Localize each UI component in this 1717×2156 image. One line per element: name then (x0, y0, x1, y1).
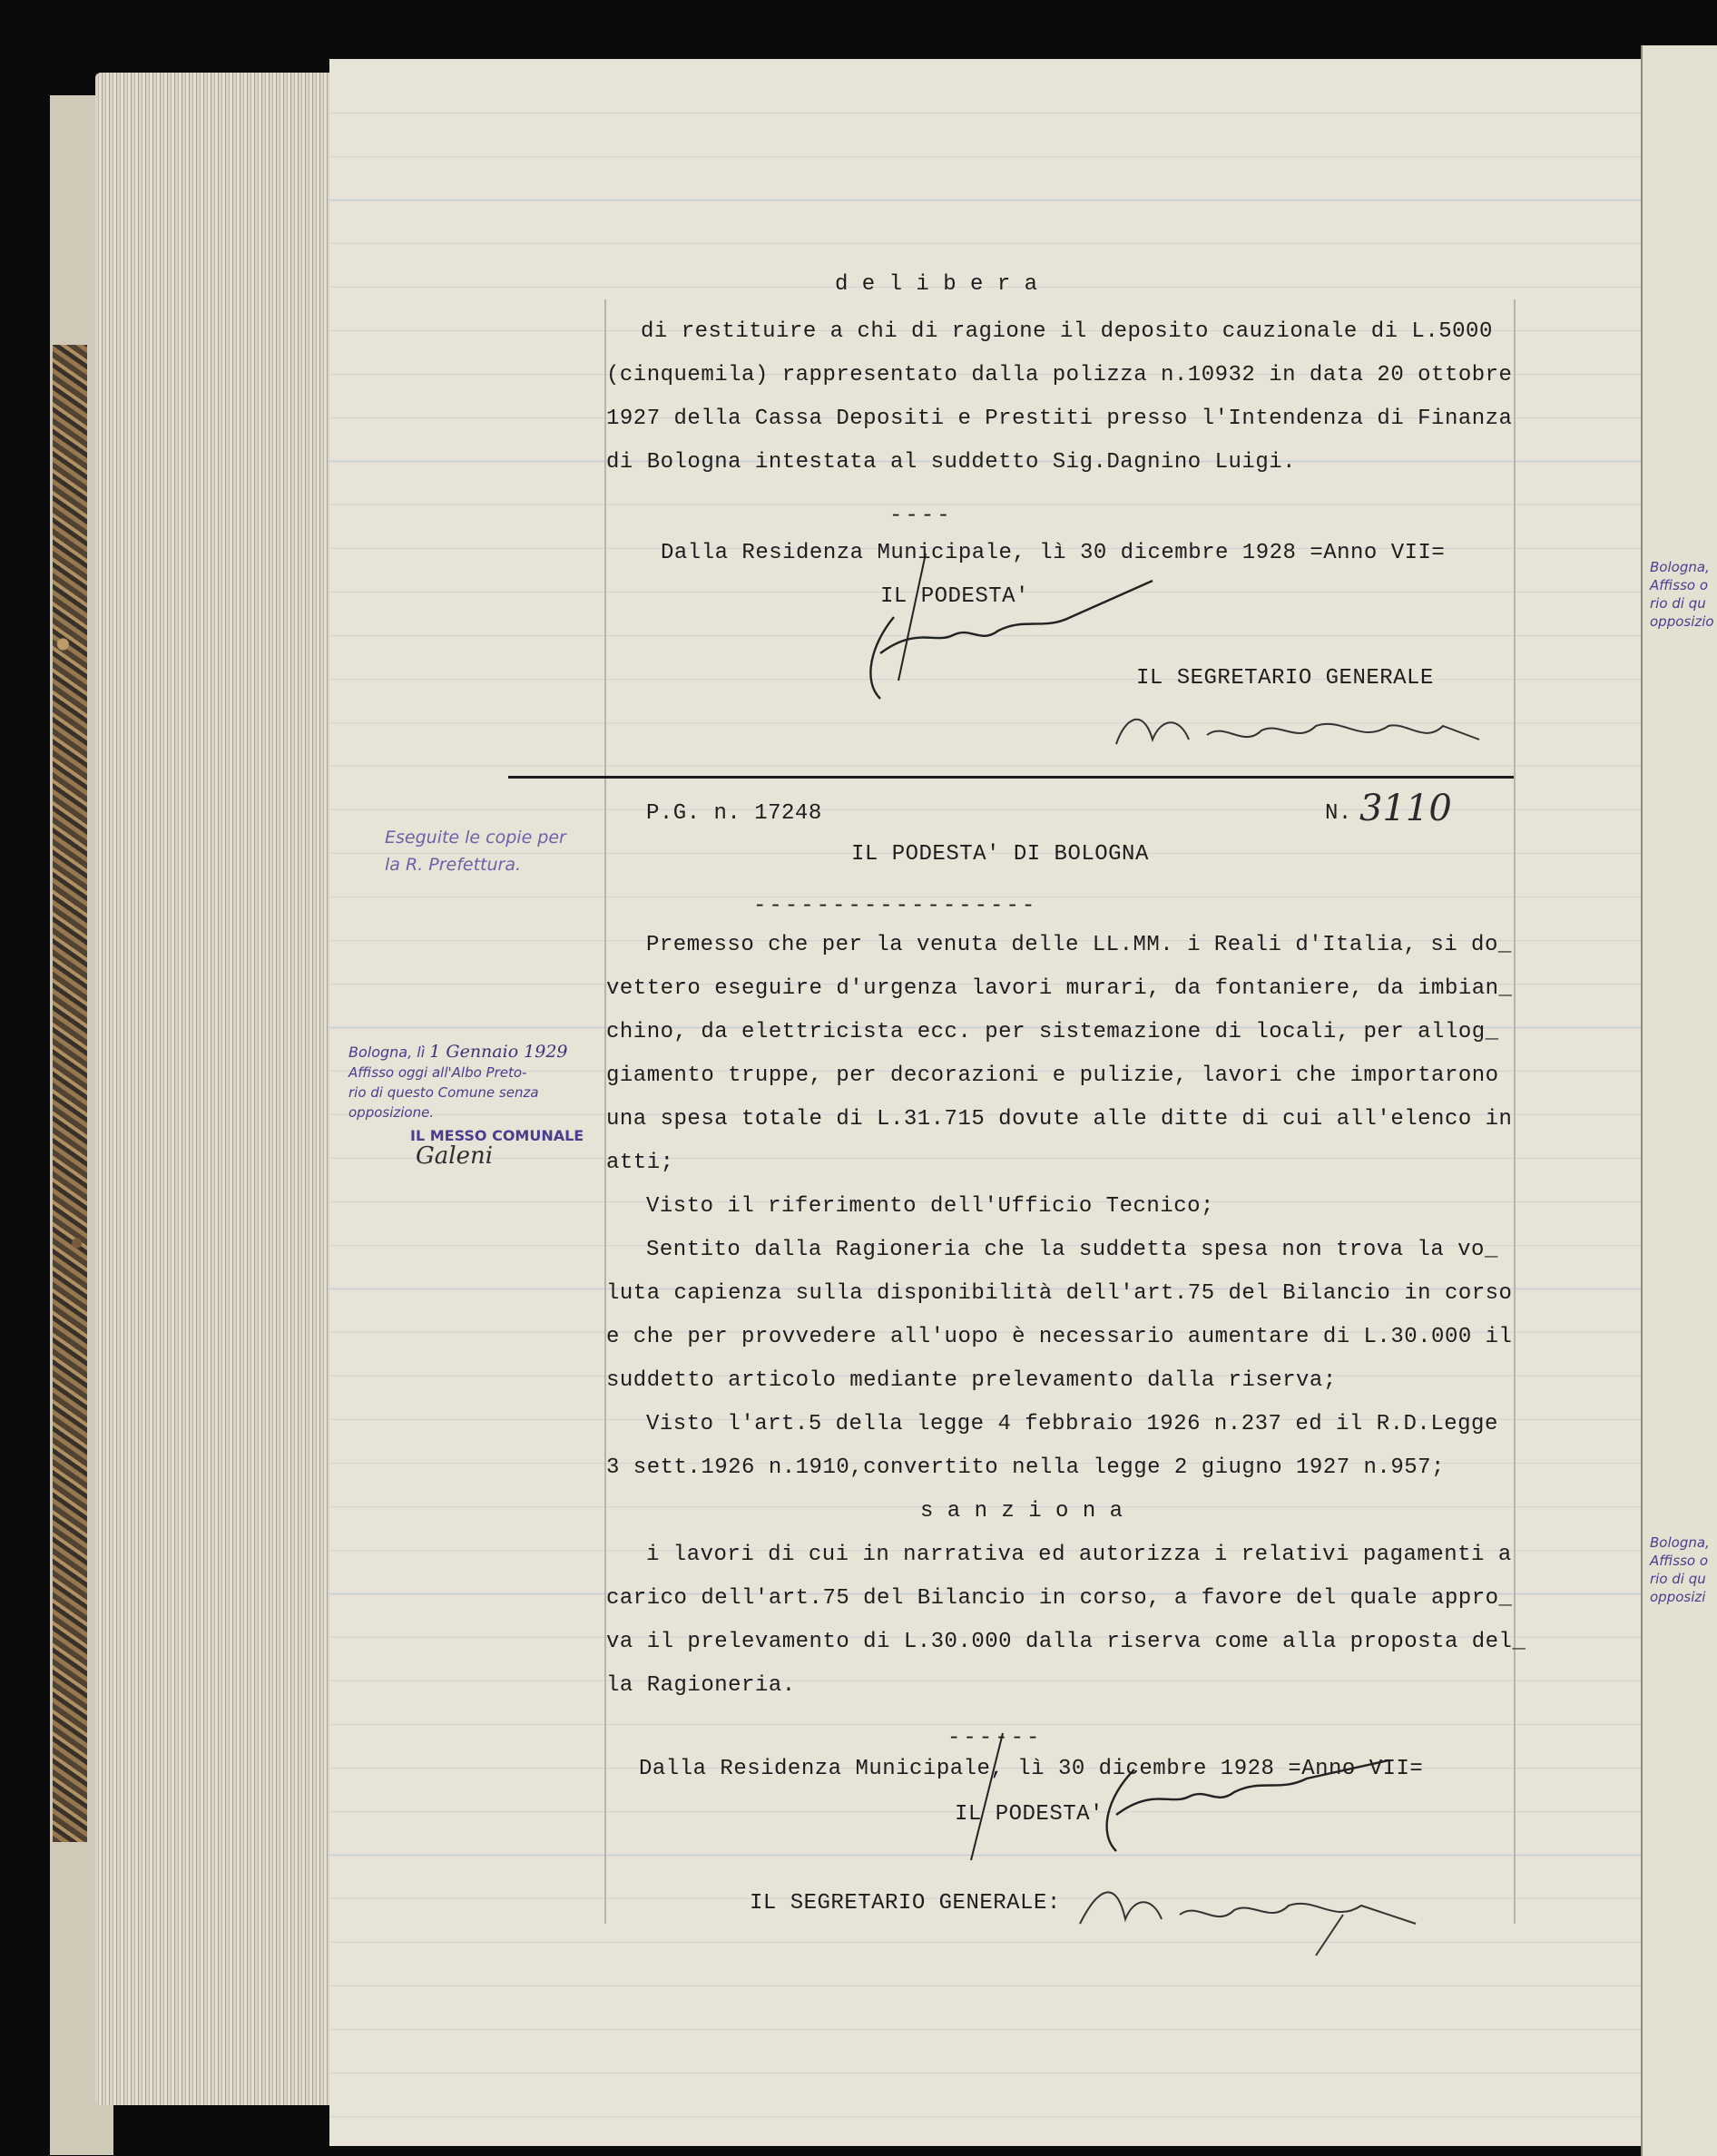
copies-note (385, 824, 566, 878)
stamp-line: Affisso oggi all'Albo Preto- (348, 1064, 527, 1081)
stamp-line: opposizione. (348, 1104, 435, 1121)
podesta-signature-2 (962, 1715, 1398, 1869)
right-page-edge (1641, 45, 1717, 2156)
first-act-line: (cinquemila) rappresentato dalla polizza n.10932 in data 20 ottobre (606, 363, 1513, 387)
second-act-line: atti; (606, 1151, 674, 1175)
second-act-line: Visto l'art.5 della legge 4 febbraio 1926 n.237 ed il R.D.Legge (646, 1412, 1498, 1436)
first-act-line: 1927 della Cassa Depositi e Prestiti presso l'Intendenza di Finanza (606, 407, 1513, 431)
stamp-date: 1 Gennaio 1929 (429, 1042, 568, 1062)
albo-pretorio-stamp (348, 1042, 584, 1170)
right-stamp-top-line: Affisso o (1650, 577, 1709, 593)
second-act-line: va il prelevamento di L.30.000 dalla riserva come alla proposta del_ (606, 1630, 1526, 1654)
pg-number: P.G. n. 17248 (646, 801, 822, 826)
right-stamp-bottom (1650, 1534, 1710, 1606)
first-act-line: di Bologna intestata al suddetto Sig.Dagnino Luigi. (606, 450, 1297, 475)
second-act-sanziona: s a n z i o n a (920, 1499, 1123, 1524)
second-act-date-line: Dalla Residenza Municipale, lì 30 dicembre 1928 =Anno VII= (639, 1757, 1424, 1781)
second-act-line: giamento truppe, per decorazioni e pulizie, lavori che importarono (606, 1063, 1499, 1088)
copies-note-line: la R. Prefettura. (385, 855, 522, 875)
stamp-messo-comunale: IL MESSO COMUNALE (410, 1127, 584, 1144)
second-act-line: suddetto articolo mediante prelevamento dalla riserva; (606, 1368, 1337, 1393)
marbled-cover-edge (53, 345, 87, 1842)
second-act-line: i lavori di cui in narrativa ed autorizza i relativi pagamenti a (646, 1543, 1512, 1567)
secretary-signature-1 (1107, 699, 1488, 762)
copies-note-line: Eseguite le copie per (385, 828, 566, 848)
second-act-secretary: IL SEGRETARIO GENERALE: (750, 1891, 1061, 1916)
second-act-line: chino, da elettricista ecc. per sistemazione di locali, per allog_ (606, 1020, 1499, 1044)
second-act-line: carico dell'art.75 del Bilancio in corso, a favore del quale appro_ (606, 1586, 1513, 1611)
right-stamp-bottom-line: Affisso o (1650, 1553, 1709, 1569)
right-stamp-top (1650, 558, 1714, 631)
right-stamp-bottom-line: opposizi (1650, 1589, 1706, 1605)
first-act-heading: d e l i b e r a (835, 272, 1038, 297)
stamp-line: rio di questo Comune senza (348, 1084, 539, 1101)
first-act-date-line: Dalla Residenza Municipale, lì 30 dicembre 1928 =Anno VII= (661, 541, 1446, 565)
first-act-separator: ---- (889, 504, 953, 528)
second-act-line: 3 sett.1926 n.1910,convertito nella legge 2 giugno 1927 n.957; (606, 1455, 1445, 1480)
second-act-line: Premesso che per la venuta delle LL.MM. i Reali d'Italia, si do_ (646, 933, 1512, 957)
page-stack (95, 73, 336, 2105)
second-act-line: vettero eseguire d'urgenza lavori murari, da fontaniere, da imbian_ (606, 976, 1513, 1001)
second-act-line: luta capienza sulla disponibilità dell'art.75 del Bilancio in corso (606, 1281, 1513, 1306)
act-number: 3110 (1359, 788, 1452, 829)
first-act-podesta: IL PODESTA' (880, 584, 1029, 609)
second-act-podesta: IL PODESTA' (955, 1802, 1104, 1827)
messo-signature: Galeni (416, 1142, 494, 1170)
second-act-line: Sentito dalla Ragioneria che la suddetta spesa non trova la vo_ (646, 1238, 1498, 1262)
first-act-line: di restituire a chi di ragione il deposito cauzionale di L.5000 (641, 319, 1493, 344)
stamp-date-prefix: Bologna, lì (348, 1044, 426, 1061)
first-act-secretary: IL SEGRETARIO GENERALE (1136, 666, 1434, 691)
section-divider (508, 776, 1514, 779)
second-act-title: IL PODESTA' DI BOLOGNA (851, 842, 1149, 867)
second-act-title-underline: ------------------ (753, 894, 1038, 918)
second-act-line: e che per provvedere all'uopo è necessario aumentare di L.30.000 il (606, 1325, 1513, 1349)
act-number-label: N. (1325, 801, 1352, 826)
secretary-signature-2 (1071, 1860, 1434, 1960)
right-margin-line (1514, 299, 1516, 1924)
right-stamp-bottom-line: rio di qu (1650, 1571, 1706, 1587)
second-act-separator: ------ (947, 1726, 1043, 1750)
right-stamp-top-line: Bologna, (1650, 559, 1710, 575)
second-act-line: Visto il riferimento dell'Ufficio Tecnico; (646, 1194, 1214, 1219)
right-stamp-top-line: rio di qu (1650, 595, 1706, 612)
second-act-line: una spesa totale di L.31.715 dovute alle ditte di cui all'elenco in (606, 1107, 1513, 1132)
right-stamp-bottom-line: Bologna, (1650, 1534, 1710, 1551)
right-stamp-top-line: opposizio (1650, 613, 1714, 630)
second-act-line: la Ragioneria. (606, 1673, 796, 1698)
